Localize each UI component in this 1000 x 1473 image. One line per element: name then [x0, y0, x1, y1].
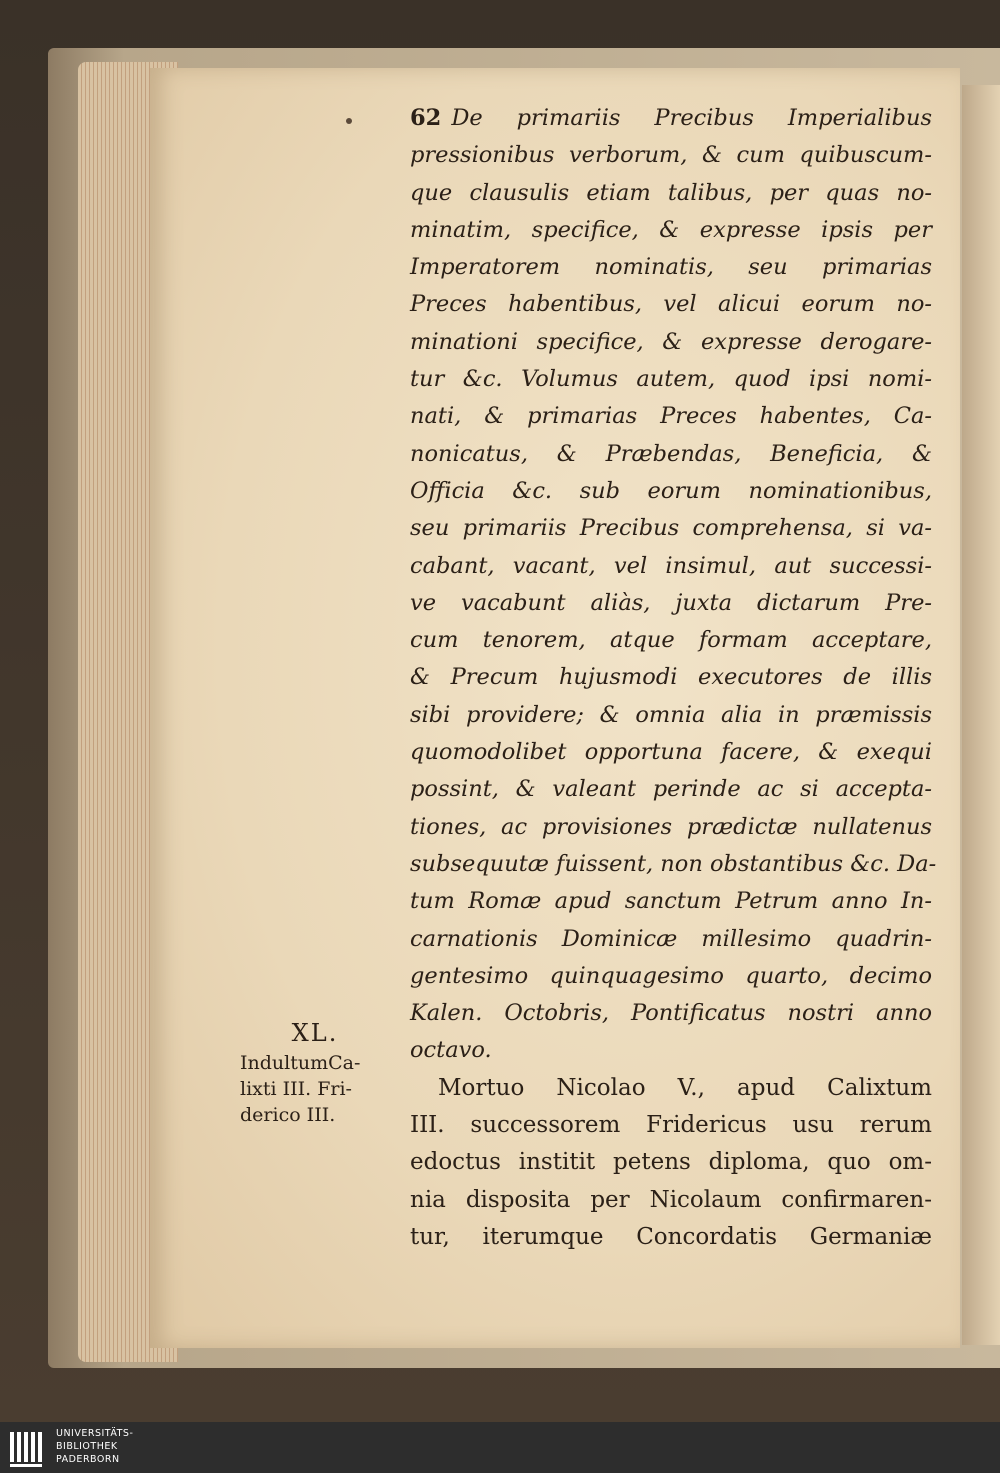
- text-line: edoctus institit petens diploma, quo om-: [410, 1149, 932, 1176]
- text-line: tum Romæ apud sanctum Petrum anno In-: [410, 888, 932, 915]
- ink-dot: [346, 118, 352, 124]
- text-line: possint, & valeant perinde ac si accepta-: [410, 776, 932, 803]
- margin-note-line: IndultumCa-: [240, 1052, 361, 1074]
- text-line: carnationis Dominicæ millesimo quadrin-: [410, 925, 932, 952]
- italic-passage: [410, 100, 937, 1070]
- facing-page-edge: [962, 85, 1000, 1345]
- text-line: sibi providere; & omnia alia in præmissis: [410, 701, 932, 728]
- margin-note-line: lixti III. Fri-: [240, 1078, 352, 1100]
- text-line: 62 De primariis Precibus Imperialibus: [410, 105, 932, 131]
- text-line: cum tenorem, atque formam acceptare,: [410, 627, 932, 654]
- text-line: pressionibus verborum, & cum quibuscum-: [410, 142, 932, 169]
- text-line: tiones, ac provisiones prædictæ nullatenus: [410, 813, 932, 840]
- text-line: minationi specifice, & expresse derogare-: [410, 328, 932, 355]
- text-line: & Precum hujusmodi executores de illis: [410, 664, 932, 691]
- roman-passage: [410, 1070, 932, 1256]
- text-line: octavo.: [410, 1037, 492, 1064]
- text-line: nia disposita per Nicolaum confirmaren-: [410, 1186, 932, 1213]
- library-footer: [0, 1422, 1000, 1473]
- text-line: cabant, vacant, vel insimul, aut successi-: [410, 552, 932, 579]
- text-line: ve vacabunt aliàs, juxta dictarum Pre-: [410, 589, 932, 616]
- text-line: tur, iterumque Concordatis Germaniæ: [410, 1223, 932, 1250]
- text-line: nonicatus, & Præbendas, Beneficia, &: [410, 440, 932, 467]
- text-line: Kalen. Octobris, Pontificatus nostri anno: [410, 1000, 932, 1027]
- text-line: gentesimo quinquagesimo quarto, decimo: [410, 962, 932, 989]
- text-line: minatim, specifice, & expresse ipsis per: [410, 216, 932, 243]
- section-number: XL.: [291, 1019, 339, 1047]
- page-number: 62: [410, 105, 442, 131]
- library-logo-text: UNIVERSITÄTS- BIBLIOTHEK PADERBORN: [56, 1428, 134, 1465]
- text-line: que clausulis etiam talibus, per quas no-: [410, 179, 932, 206]
- margin-note: [240, 1016, 390, 1128]
- text-line: quomodolibet opportuna facere, & exequi: [410, 739, 932, 766]
- text-line: Officia &c. sub eorum nominationibus,: [410, 477, 932, 504]
- text-line: nati, & primarias Preces habentes, Ca-: [410, 403, 932, 430]
- text-line: III. successorem Fridericus usu rerum: [410, 1112, 932, 1139]
- text-line: Preces habentibus, vel alicui eorum no-: [410, 291, 932, 318]
- text-line: tur &c. Volumus autem, quod ipsi nomi-: [410, 366, 932, 393]
- library-logo-icon: [8, 1428, 50, 1468]
- main-text-column: [410, 100, 937, 1256]
- text-line: seu primariis Precibus comprehensa, si va-: [410, 515, 932, 542]
- margin-note-line: derico III.: [240, 1104, 336, 1126]
- text-line: Imperatorem nominatis, seu primarias: [410, 254, 932, 281]
- text-line: Mortuo Nicolao V., apud Calixtum: [438, 1074, 932, 1101]
- text-line: subsequutæ fuissent, non obstantibus &c. Da-: [410, 850, 937, 877]
